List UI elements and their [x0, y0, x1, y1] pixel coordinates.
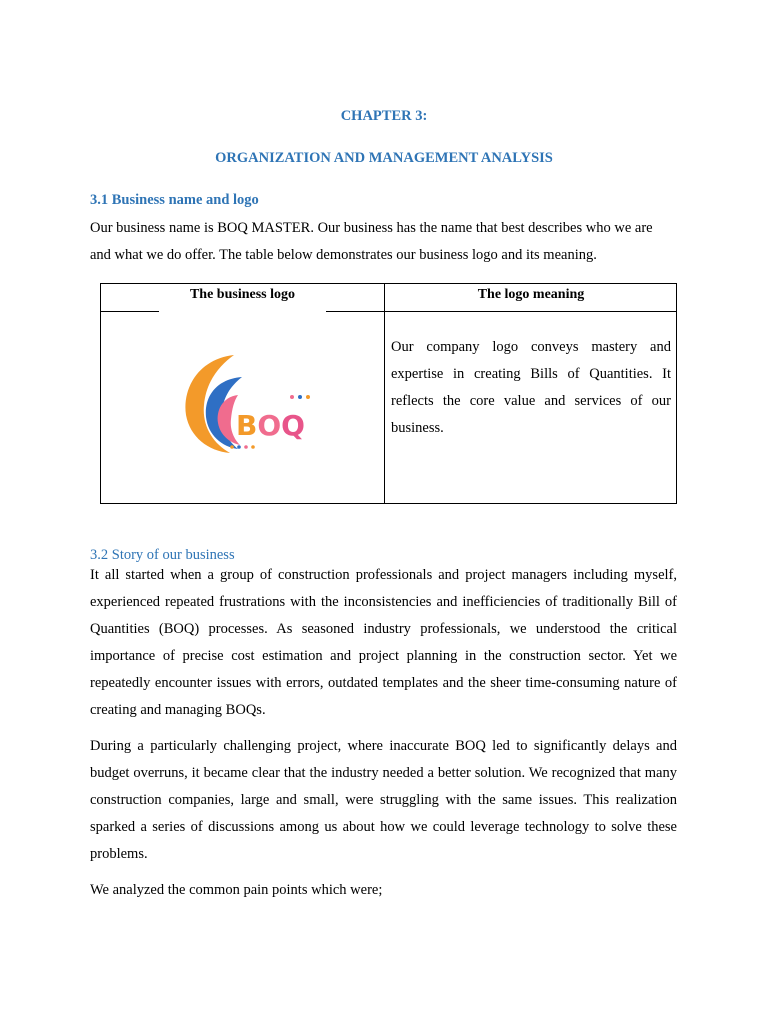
table-row-border [385, 311, 677, 312]
svg-text:BOQ: BOQ [236, 409, 305, 442]
story-paragraph-2: During a particularly challenging project, where inaccurate BOQ led to significantly delays and budget overruns, it became clear that the industry needed a better solution. We recognized that many construction companies, large and small, were struggling with the same issues. This realization sparked a series of discussions among us about how we could leverage technology to solve these problems. [90, 738, 677, 862]
table-header-logo: The business logo [189, 287, 296, 302]
story-paragraph-1: It all started when a group of construction professionals and project managers including myself, experienced repeated frustrations with the inconsistencies and inefficiencies of traditionally Bill of Quantities (BOQ) processes. As seasoned industry professionals, we understood the critical importance of precise cost estimation and project planning in the construction sector. Yet we repeatedly encounter issues with errors, outdated templates and the sheer time-consuming nature of creating and managing BOQs. [90, 567, 677, 718]
logo-meaning-text: Our company logo conveys mastery and expertise in creating Bills of Quantities. It reflects the core value and services of our business. [391, 339, 671, 436]
section-heading-business-name: 3.1 Business name and logo [90, 192, 259, 208]
boq-logo-icon [176, 349, 311, 459]
table-header-meaning: The logo meaning [477, 287, 585, 302]
chapter-title: CHAPTER 3: [340, 108, 428, 124]
business-name-paragraph: Our business name is BOQ MASTER. Our business has the name that best describes who we are and what we do offer. The table below demonstrates our business logo and its meaning. [90, 220, 653, 263]
logo-table [100, 283, 677, 504]
table-column-divider [384, 284, 385, 503]
table-row-border [326, 311, 384, 312]
story-paragraph-3: We analyzed the common pain points which were; [90, 882, 383, 898]
business-logo [176, 349, 311, 459]
chapter-subtitle: ORGANIZATION AND MANAGEMENT ANALYSIS [215, 150, 553, 166]
table-row-border [101, 311, 159, 312]
section-heading-story: 3.2 Story of our business [90, 547, 235, 563]
